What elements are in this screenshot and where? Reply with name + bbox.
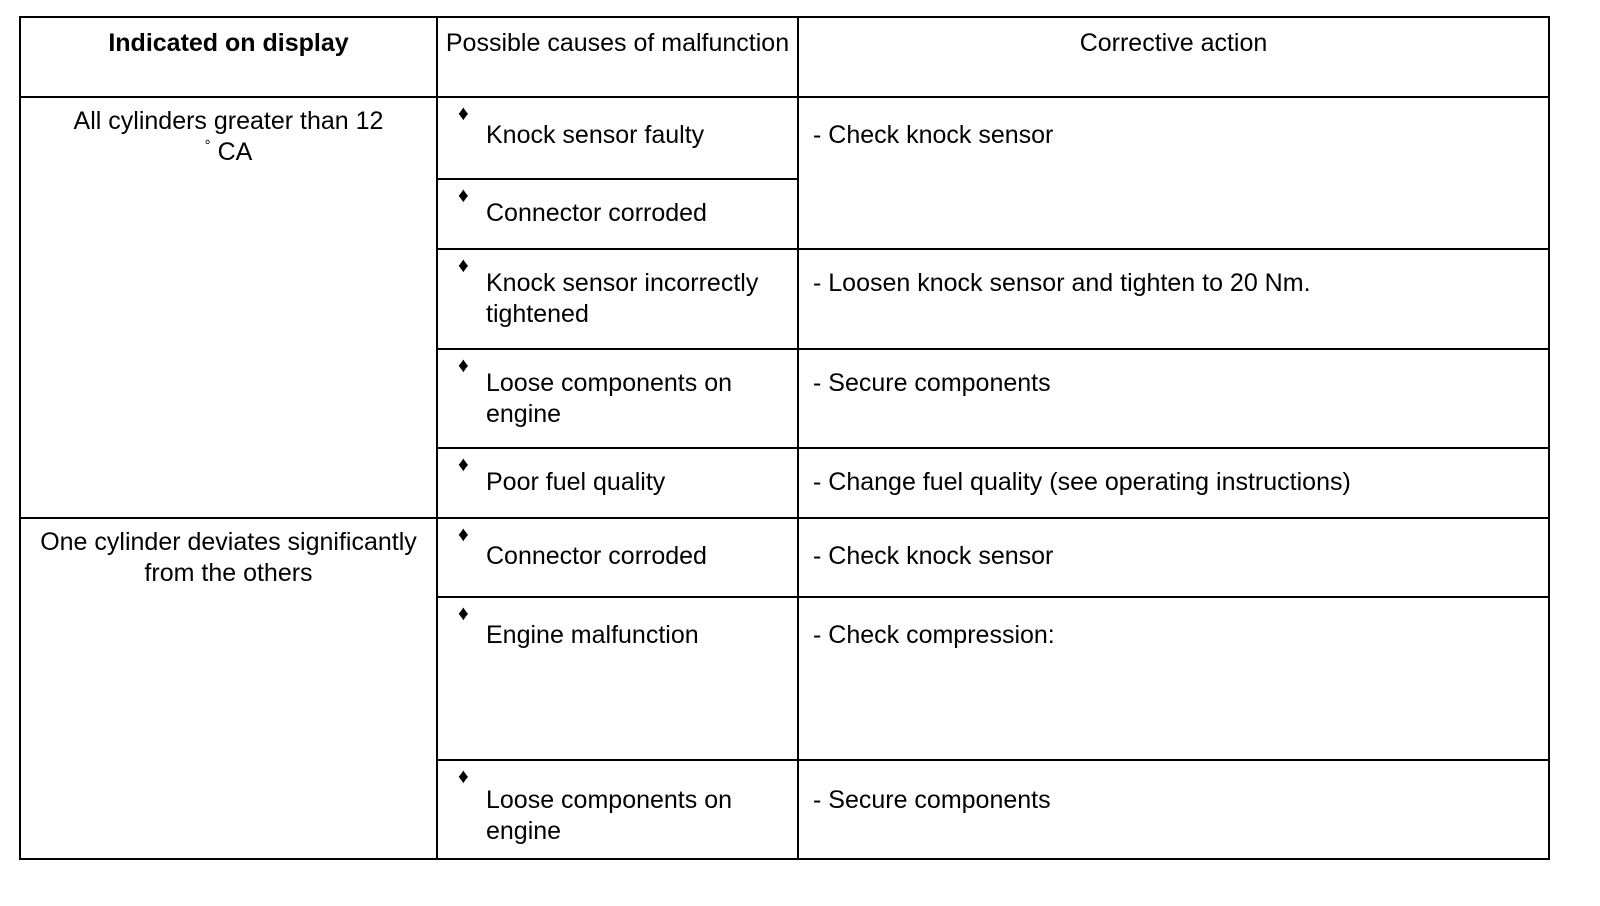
action-cell	[798, 760, 1549, 859]
header-row	[20, 17, 1549, 97]
display-cell-one-cylinder	[20, 518, 437, 859]
bullet-icon: ♦	[458, 354, 469, 377]
action-cell	[798, 249, 1549, 349]
cause-text: Connector corroded	[486, 199, 707, 227]
action-cell	[798, 448, 1549, 518]
action-cell	[798, 597, 1549, 760]
diagnosis-table	[19, 16, 1550, 860]
cause-cell	[437, 249, 798, 349]
bullet-icon: ♦	[458, 453, 469, 476]
cause-text: Loose components on engine	[486, 786, 733, 845]
display-text: All cylinders greater than 12	[73, 107, 384, 135]
bullet-icon: ♦	[458, 254, 469, 277]
action-text: - Secure components	[813, 369, 1051, 397]
header-indicated-on-display: Indicated on display	[20, 17, 437, 97]
header-corrective-action: Corrective action	[798, 17, 1549, 97]
cause-text: Knock sensor faulty	[486, 121, 705, 149]
bullet-icon: ♦	[458, 184, 469, 207]
action-cell	[798, 518, 1549, 597]
bullet-icon: ♦	[458, 102, 469, 125]
action-text: - Secure components	[813, 786, 1051, 814]
table-row	[20, 518, 1549, 597]
bullet-icon: ♦	[458, 602, 469, 625]
action-cell	[798, 349, 1549, 448]
cause-cell	[437, 97, 798, 179]
cause-text: Knock sensor incorrectly tightened	[486, 269, 759, 328]
table-row	[20, 97, 1549, 179]
cause-text: Loose components on engine	[486, 369, 733, 428]
display-text: One cylinder deviates significantly from the others	[40, 528, 417, 587]
cause-text: Poor fuel quality	[486, 468, 666, 496]
display-unit: CA	[217, 138, 253, 166]
action-text: - Check knock sensor	[813, 121, 1054, 149]
action-text: - Change fuel quality (see operating instructions)	[813, 468, 1351, 496]
cause-cell	[437, 597, 798, 760]
bullet-icon: ♦	[458, 523, 469, 546]
cause-text: Engine malfunction	[486, 621, 699, 649]
header-possible-causes: Possible causes of malfunction	[437, 17, 798, 97]
cause-cell	[437, 760, 798, 859]
cause-cell	[437, 448, 798, 518]
action-cell	[798, 97, 1549, 249]
display-cell-all-cylinders	[20, 97, 437, 518]
cause-text: Connector corroded	[486, 542, 707, 570]
cause-cell	[437, 179, 798, 249]
action-text: - Check compression:	[813, 621, 1055, 649]
cause-cell	[437, 518, 798, 597]
action-text: - Loosen knock sensor and tighten to 20 Nm.	[813, 269, 1311, 297]
cause-cell	[437, 349, 798, 448]
action-text: - Check knock sensor	[813, 542, 1054, 570]
degree-mark: °	[204, 137, 211, 154]
bullet-icon: ♦	[458, 765, 469, 788]
